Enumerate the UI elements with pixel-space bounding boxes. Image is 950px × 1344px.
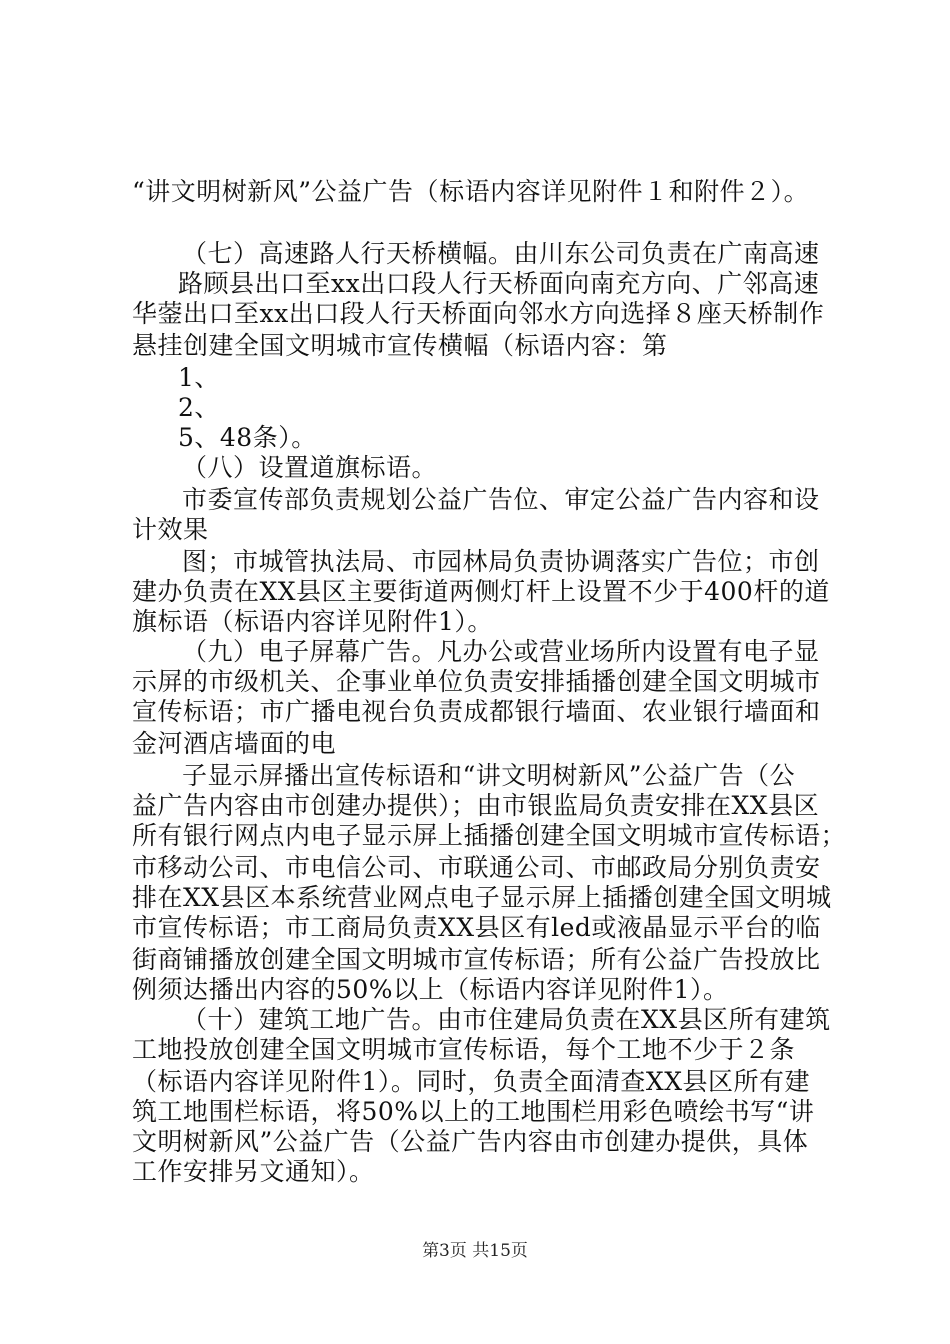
text-line: “讲文明树新风”公益广告（标语内容详见附件１和附件２）。 <box>132 177 810 206</box>
text-line: 建办负责在XX县区主要街道两侧灯杆上设置不少于400杆的道 <box>132 577 830 606</box>
text-line: （标语内容详见附件1）。同时，负责全面清查XX县区所有建 <box>132 1067 811 1096</box>
text-line: 市移动公司、市电信公司、市联通公司、市邮政局分别负责安 <box>132 853 821 882</box>
text-line: 所有银行网点内电子显示屏上插播创建全国文明城市宣传标语； <box>132 821 847 850</box>
text-line: 益广告内容由市创建办提供）；由市银监局负责安排在XX县区 <box>132 791 820 820</box>
text-line: 2、 <box>178 393 220 422</box>
text-line: 工地投放创建全国文明城市宣传标语，每个工地不少于２条 <box>132 1035 796 1064</box>
text-line: 旗标语（标语内容详见附件1）。 <box>132 607 493 636</box>
text-line: 宣传标语；市广播电视台负责成都银行墙面、农业银行墙面和 <box>132 697 821 726</box>
text-line: 5、48条）。 <box>178 423 317 452</box>
text-line: 排在XX县区本系统营业网点电子显示屏上插播创建全国文明城 <box>132 883 832 912</box>
text-line: 1、 <box>178 363 220 392</box>
text-line: （九）电子屏幕广告。凡办公或营业场所内设置有电子显 <box>182 637 820 666</box>
text-line: （十）建筑工地广告。由市住建局负责在XX县区所有建筑 <box>182 1005 831 1034</box>
text-line: 筑工地围栏标语，将50%以上的工地围栏用彩色喷绘书写“讲 <box>132 1097 815 1126</box>
text-line: 悬挂创建全国文明城市宣传横幅（标语内容：第 <box>132 331 668 360</box>
text-line: 金河酒店墙面的电 <box>132 729 337 758</box>
text-line: 街商铺播放创建全国文明城市宣传标语；所有公益广告投放比 <box>132 945 821 974</box>
text-line: 路顾县出口至xx出口段人行天桥面向南充方向、广邻高速 <box>178 269 820 298</box>
text-line: 文明树新风”公益广告（公益广告内容由市创建办提供，具体 <box>132 1127 809 1156</box>
text-line: 例须达播出内容的50%以上（标语内容详见附件1）。 <box>132 975 729 1004</box>
text-line: 市委宣传部负责规划公益广告位、审定公益广告内容和设 <box>182 485 820 514</box>
text-line: 工作安排另文通知）。 <box>132 1157 375 1186</box>
text-line: 计效果 <box>132 515 209 544</box>
text-line: 示屏的市级机关、企事业单位负责安排插播创建全国文明城市 <box>132 667 821 696</box>
text-line: 图；市城管执法局、市园林局负责协调落实广告位；市创 <box>182 547 820 576</box>
text-line: 子显示屏播出宣传标语和“讲文明树新风”公益广告（公 <box>182 761 796 790</box>
text-line: 华蓥出口至xx出口段人行天桥面向邻水方向选择８座天桥制作 <box>132 299 825 328</box>
text-line: （七）高速路人行天桥横幅。由川东公司负责在广南高速 <box>182 239 820 268</box>
text-line: 市宣传标语；市工商局负责XX县区有led或液晶显示平台的临 <box>132 913 821 942</box>
text-line: （八）设置道旗标语。 <box>182 453 438 482</box>
page-number-footer: 第3页 共15页 <box>422 1241 528 1261</box>
